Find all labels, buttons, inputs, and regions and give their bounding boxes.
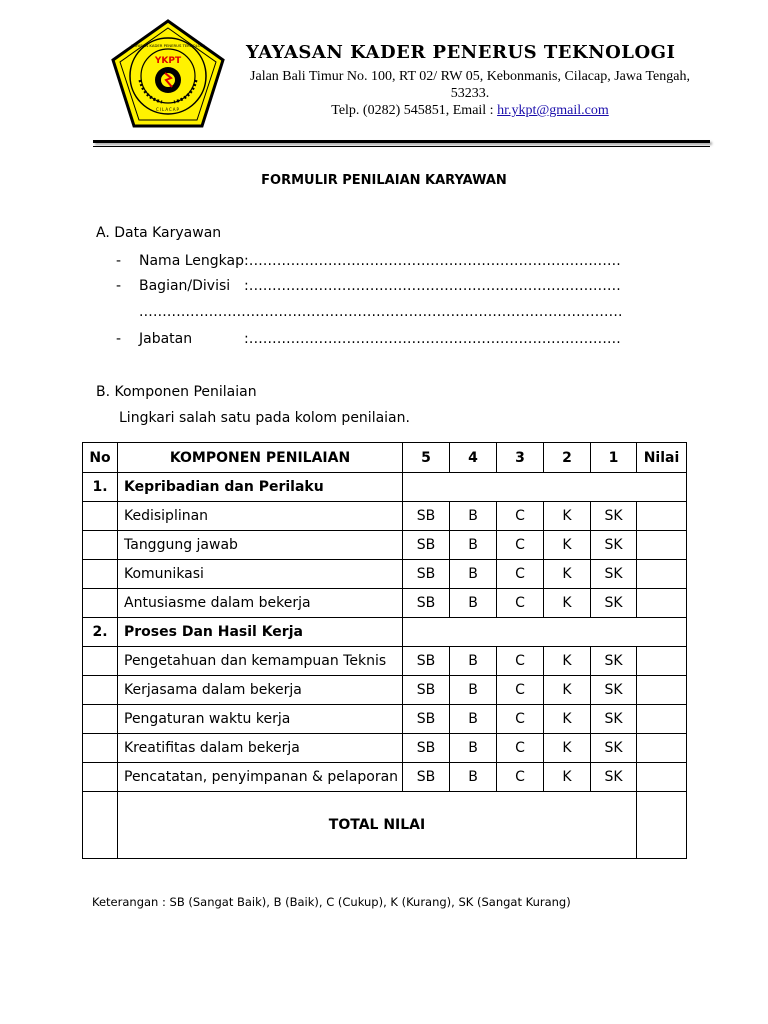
- nilai-cell[interactable]: [637, 531, 687, 560]
- section-b-instruction: Lingkari salah satu pada kolom penilaian.: [119, 410, 410, 426]
- email-link[interactable]: hr.ykpt@gmail.com: [497, 103, 609, 118]
- score-option-sk[interactable]: SK: [591, 676, 637, 705]
- score-option-sb[interactable]: SB: [403, 676, 450, 705]
- score-option-c[interactable]: C: [497, 647, 544, 676]
- score-option-sb[interactable]: SB: [403, 763, 450, 792]
- organization-contact: [246, 103, 694, 119]
- table-row: [83, 589, 687, 618]
- score-option-c[interactable]: C: [497, 705, 544, 734]
- item-name: Pencatatan, penyimpanan & pelaporan: [118, 763, 403, 792]
- logo-ring-bottom: CILACAP: [156, 107, 180, 112]
- score-option-sb[interactable]: SB: [403, 560, 450, 589]
- group-empty-cell: [403, 618, 687, 647]
- organization-name: YAYASAN KADER PENERUS TEKNOLOGI: [246, 42, 676, 63]
- score-option-sb[interactable]: SB: [403, 647, 450, 676]
- score-option-c[interactable]: C: [497, 502, 544, 531]
- field-value-jabatan[interactable]: :................................................................................: [244, 331, 621, 347]
- table-row: [83, 676, 687, 705]
- field-label-nama: Nama Lengkap: [139, 253, 244, 269]
- table-row: [83, 734, 687, 763]
- field-value-bagian-continued[interactable]: ........................................................................................................: [139, 304, 623, 320]
- field-dash: -: [116, 331, 122, 347]
- score-option-b[interactable]: B: [450, 531, 497, 560]
- row-no-cell: [83, 734, 118, 763]
- group-row: [83, 618, 687, 647]
- score-option-k[interactable]: K: [544, 705, 591, 734]
- score-option-b[interactable]: B: [450, 560, 497, 589]
- total-row: [83, 792, 687, 859]
- table-row: [83, 531, 687, 560]
- header-score-3: 3: [497, 443, 544, 473]
- header-score-2: 2: [544, 443, 591, 473]
- form-title: FORMULIR PENILAIAN KARYAWAN: [261, 173, 507, 188]
- nilai-cell[interactable]: [637, 502, 687, 531]
- row-no-cell: [83, 502, 118, 531]
- score-option-sk[interactable]: SK: [591, 734, 637, 763]
- group-row: [83, 473, 687, 502]
- score-option-k[interactable]: K: [544, 763, 591, 792]
- table-header-row: [83, 443, 687, 473]
- score-option-c[interactable]: C: [497, 560, 544, 589]
- header-score-5: 5: [403, 443, 450, 473]
- field-value-nama[interactable]: :................................................................................: [244, 253, 621, 269]
- logo-text: YKPT: [154, 56, 182, 66]
- nilai-cell[interactable]: [637, 676, 687, 705]
- item-name: Kedisiplinan: [118, 502, 403, 531]
- field-dash: -: [116, 253, 122, 269]
- nilai-cell[interactable]: [637, 560, 687, 589]
- score-option-sb[interactable]: SB: [403, 705, 450, 734]
- score-option-k[interactable]: K: [544, 676, 591, 705]
- row-no-cell: [83, 792, 118, 859]
- row-no-cell: [83, 676, 118, 705]
- logo-ring-top: YAYASAN KADER PENERUS TEKNOLOGI: [131, 43, 205, 48]
- field-dash: -: [116, 278, 122, 294]
- score-option-b[interactable]: B: [450, 734, 497, 763]
- score-option-k[interactable]: K: [544, 502, 591, 531]
- score-option-b[interactable]: B: [450, 705, 497, 734]
- group-title: Kepribadian dan Perilaku: [118, 473, 403, 502]
- table-row: [83, 560, 687, 589]
- header-komponen: KOMPONEN PENILAIAN: [118, 443, 403, 473]
- organization-address: Jalan Bali Timur No. 100, RT 02/ RW 05, Kebonmanis, Cilacap, Jawa Tengah, 53233.: [250, 69, 690, 101]
- header-no: No: [83, 443, 118, 473]
- group-title: Proses Dan Hasil Kerja: [118, 618, 403, 647]
- row-no-cell: [83, 560, 118, 589]
- score-option-sb[interactable]: SB: [403, 734, 450, 763]
- legend-note: Keterangan : SB (Sangat Baik), B (Baik), C (Cukup), K (Kurang), SK (Sangat Kurang): [92, 895, 571, 909]
- item-name: Komunikasi: [118, 560, 403, 589]
- nilai-cell[interactable]: [637, 705, 687, 734]
- assessment-table: [82, 442, 687, 859]
- section-a-heading: A. Data Karyawan: [96, 225, 222, 241]
- total-nilai-cell[interactable]: [637, 792, 687, 859]
- score-option-c[interactable]: C: [497, 734, 544, 763]
- score-option-sk[interactable]: SK: [591, 647, 637, 676]
- score-option-sk[interactable]: SK: [591, 589, 637, 618]
- total-label: TOTAL NILAI: [118, 792, 637, 859]
- item-name: Kerjasama dalam bekerja: [118, 676, 403, 705]
- header-divider-thin: [93, 146, 710, 147]
- field-label-jabatan: Jabatan: [139, 331, 193, 347]
- score-option-k[interactable]: K: [544, 589, 591, 618]
- score-option-sb[interactable]: SB: [403, 531, 450, 560]
- item-name: Kreatifitas dalam bekerja: [118, 734, 403, 763]
- score-option-sb[interactable]: SB: [403, 502, 450, 531]
- item-name: Pengaturan waktu kerja: [118, 705, 403, 734]
- table-row: [83, 763, 687, 792]
- ykpt-logo: [110, 18, 226, 130]
- item-name: Antusiasme dalam bekerja: [118, 589, 403, 618]
- field-value-bagian[interactable]: :................................................................................: [244, 278, 621, 294]
- group-number: 2.: [83, 618, 118, 647]
- section-b-heading: B. Komponen Penilaian: [96, 384, 257, 400]
- header-divider-thick: [93, 140, 710, 143]
- header-score-1: 1: [591, 443, 637, 473]
- score-option-sk[interactable]: SK: [591, 560, 637, 589]
- contact-phone: Telp. (0282) 545851, Email :: [331, 103, 498, 118]
- field-label-bagian: Bagian/Divisi: [139, 278, 231, 294]
- table-row: [83, 647, 687, 676]
- row-no-cell: [83, 763, 118, 792]
- score-option-c[interactable]: C: [497, 676, 544, 705]
- header-nilai: Nilai: [637, 443, 687, 473]
- score-option-b[interactable]: B: [450, 763, 497, 792]
- row-no-cell: [83, 705, 118, 734]
- score-option-c[interactable]: C: [497, 763, 544, 792]
- score-option-sb[interactable]: SB: [403, 589, 450, 618]
- score-option-c[interactable]: C: [497, 531, 544, 560]
- score-option-k[interactable]: K: [544, 647, 591, 676]
- header-score-4: 4: [450, 443, 497, 473]
- score-option-sk[interactable]: SK: [591, 502, 637, 531]
- score-option-sk[interactable]: SK: [591, 705, 637, 734]
- score-option-k[interactable]: K: [544, 531, 591, 560]
- item-name: Tanggung jawab: [118, 531, 403, 560]
- score-option-b[interactable]: B: [450, 647, 497, 676]
- nilai-cell[interactable]: [637, 647, 687, 676]
- nilai-cell[interactable]: [637, 589, 687, 618]
- row-no-cell: [83, 647, 118, 676]
- nilai-cell[interactable]: [637, 763, 687, 792]
- row-no-cell: [83, 589, 118, 618]
- table-row: [83, 502, 687, 531]
- score-option-sk[interactable]: SK: [591, 531, 637, 560]
- table-row: [83, 705, 687, 734]
- group-empty-cell: [403, 473, 687, 502]
- item-name: Pengetahuan dan kemampuan Teknis: [118, 647, 403, 676]
- nilai-cell[interactable]: [637, 734, 687, 763]
- score-option-b[interactable]: B: [450, 676, 497, 705]
- score-option-c[interactable]: C: [497, 589, 544, 618]
- score-option-k[interactable]: K: [544, 560, 591, 589]
- score-option-k[interactable]: K: [544, 734, 591, 763]
- group-number: 1.: [83, 473, 118, 502]
- score-option-b[interactable]: B: [450, 502, 497, 531]
- score-option-b[interactable]: B: [450, 589, 497, 618]
- row-no-cell: [83, 531, 118, 560]
- score-option-sk[interactable]: SK: [591, 763, 637, 792]
